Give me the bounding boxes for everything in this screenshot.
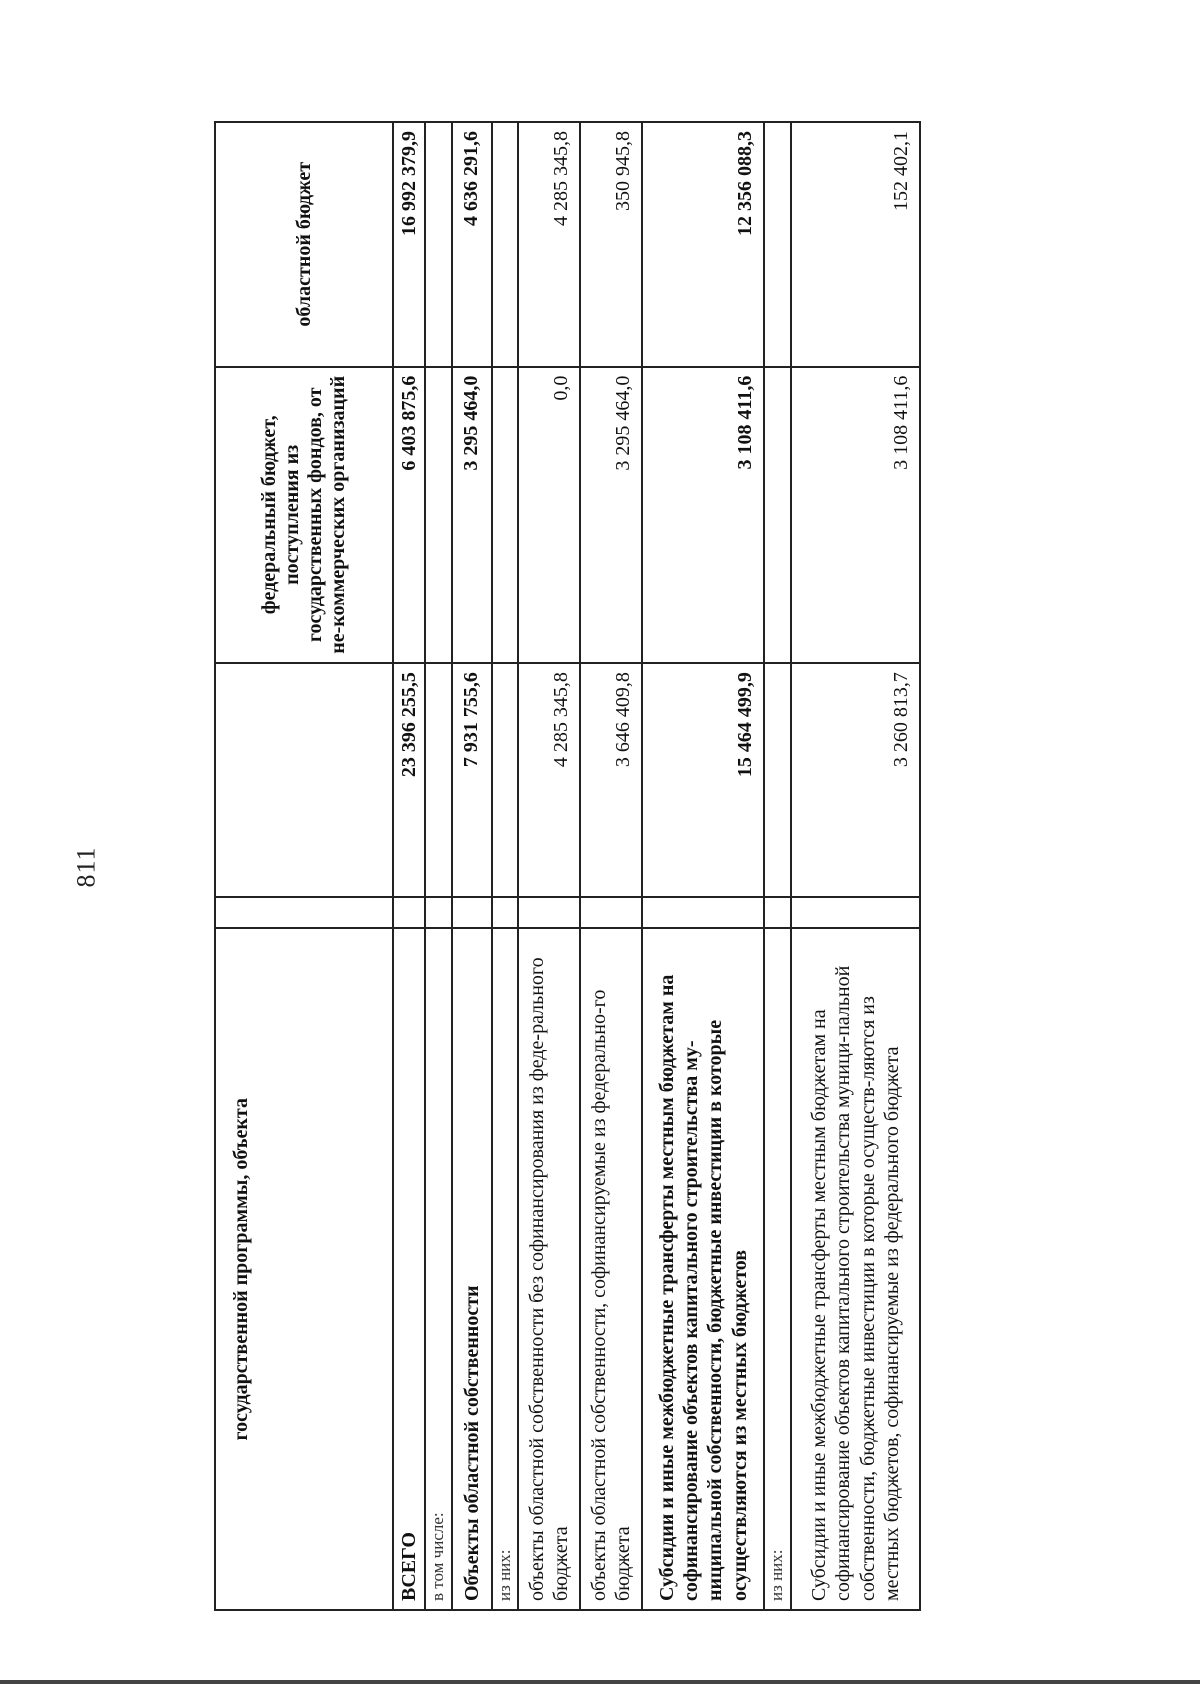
row-federal-value: 3 108 411,6 <box>791 367 920 664</box>
row-federal-value: 6 403 875,6 <box>393 367 425 664</box>
row-empty-cell <box>492 897 519 928</box>
row-name-subsidies: Субсидии и иные межбюджетные трансферты местным бюджетам на софинансирование объектов капитального строительства му-ниципальной собственности, бюджетные инвестиции в которые осуществляются из местных бюджетов <box>642 928 764 1610</box>
row-regional-value <box>425 122 452 367</box>
row-empty-cell <box>764 897 791 928</box>
row-regional-value <box>764 122 791 367</box>
table-row <box>642 122 764 1610</box>
row-total-value: 3 646 409,8 <box>580 663 642 897</box>
row-name-with-federal: объекты областной собственности, софинансируемые из федерально-го бюджета <box>580 928 642 1610</box>
table-row <box>764 122 791 1610</box>
table-row <box>425 122 452 1610</box>
table-row <box>393 122 425 1610</box>
row-name-regional-objects: Объекты областной собственности <box>452 928 492 1610</box>
row-federal-value <box>764 367 791 664</box>
table-row <box>492 122 519 1610</box>
header-name: государственной программы, объекта <box>215 928 393 1610</box>
row-empty-cell <box>580 897 642 928</box>
row-name-total: ВСЕГО <box>393 928 425 1610</box>
row-total-value: 7 931 755,6 <box>452 663 492 897</box>
row-name-including: в том числе: <box>425 928 452 1610</box>
rotated-table-wrapper <box>214 121 913 1611</box>
table-row <box>452 122 492 1610</box>
header-federal: федеральный бюджет, поступления из государственных фондов, от не-коммерческих организаций <box>215 367 393 664</box>
row-regional-value: 12 356 088,3 <box>642 122 764 367</box>
row-regional-value: 4 636 291,6 <box>452 122 492 367</box>
row-total-value <box>764 663 791 897</box>
header-row <box>215 122 393 1610</box>
row-empty-cell <box>791 897 920 928</box>
row-total-value: 3 260 813,7 <box>791 663 920 897</box>
header-regional: областной бюджет <box>215 122 393 367</box>
row-regional-value: 350 945,8 <box>580 122 642 367</box>
row-regional-value: 152 402,1 <box>791 122 920 367</box>
row-federal-value: 3 295 464,0 <box>452 367 492 664</box>
row-regional-value <box>492 122 519 367</box>
row-name-no-federal: объекты областной собственности без софинансирования из феде-рального бюджета <box>518 928 580 1610</box>
row-federal-value: 0,0 <box>518 367 580 664</box>
row-name-of-them-2: из них: <box>764 928 791 1610</box>
row-regional-value: 4 285 345,8 <box>518 122 580 367</box>
budget-table <box>214 121 921 1611</box>
row-total-value <box>425 663 452 897</box>
row-total-value <box>492 663 519 897</box>
scan-edge-line <box>0 1680 1200 1684</box>
row-total-value: 15 464 499,9 <box>642 663 764 897</box>
table-row <box>580 122 642 1610</box>
row-federal-value <box>492 367 519 664</box>
row-total-value: 4 285 345,8 <box>518 663 580 897</box>
row-empty-cell <box>642 897 764 928</box>
row-empty-cell <box>518 897 580 928</box>
page-number: 811 <box>71 846 101 888</box>
row-federal-value: 3 295 464,0 <box>580 367 642 664</box>
header-empty <box>215 897 393 928</box>
table-row <box>518 122 580 1610</box>
header-total <box>215 663 393 897</box>
row-empty-cell <box>425 897 452 928</box>
row-total-value: 23 396 255,5 <box>393 663 425 897</box>
row-empty-cell <box>393 897 425 928</box>
row-name-of-them: из них: <box>492 928 519 1610</box>
row-federal-value: 3 108 411,6 <box>642 367 764 664</box>
row-regional-value: 16 992 379,9 <box>393 122 425 367</box>
row-federal-value <box>425 367 452 664</box>
table-row <box>791 122 920 1610</box>
row-empty-cell <box>452 897 492 928</box>
row-name-subsidies-federal: Субсидии и иные межбюджетные трансферты местным бюджетам на софинансирование объектов капитального строительства муници-пальной собственности, бюджетные инвестиции в которые осуществ-ляются из местных бюджетов, софинансируемые из федерального бюджета <box>791 928 920 1610</box>
